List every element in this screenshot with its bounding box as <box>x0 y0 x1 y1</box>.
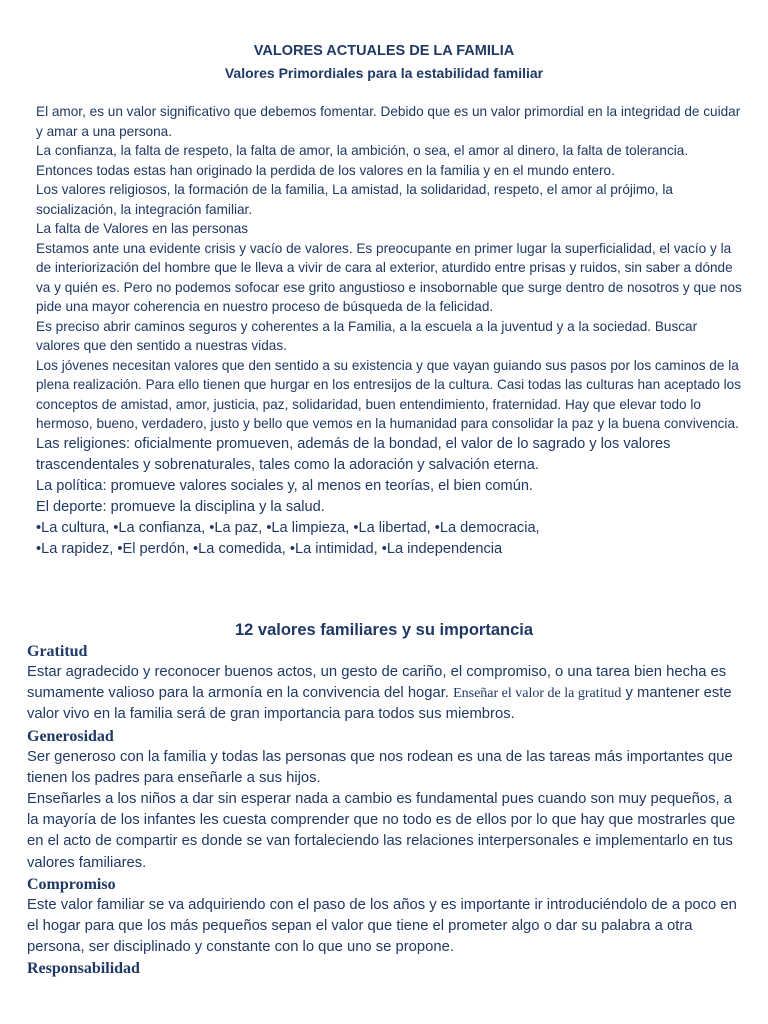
intro-paragraph: Estamos ante una evidente crisis y vacío de valores. Es preocupante en primer lugar la superficialidad, el vacío y la de interiorización del hombre que le lleva a vivir de cara al exterior, aturdido entre prisas y ruidos, sin saber a dónde va y quién es. Pero no podemos sofocar ese grito angustioso e insobornable que surge dentro de nosotros y que nos pide una mayor coherencia en nuestro proceso de búsqueda de la felicidad. <box>36 240 742 314</box>
intro-paragraph: Los valores religiosos, la formación de la familia, La amistad, la solidaridad, respeto, el amor al prójimo, la socialización, la integración familiar. <box>36 182 673 217</box>
intro-paragraph-deporte: El deporte: promueve la disciplina y la salud. <box>36 498 325 515</box>
intro-paragraph: El amor, es un valor significativo que debemos fomentar. Debido que es un valor primordial en la integridad de cuidar y amar a una persona. <box>36 104 741 139</box>
value-heading-generosidad: Generosidad <box>27 727 114 745</box>
intro-paragraph: Entonces todas estas han originado la perdida de los valores en la familia y en el mundo entero. <box>36 162 615 178</box>
value-heading-gratitud: Gratitud <box>27 643 88 660</box>
section-title: 12 valores familiares y su importancia <box>234 621 534 639</box>
value-text-generosidad: Ser generoso con la familia y todas las personas que nos rodean es una de las tareas más importantes que tienen los padres para enseñarle a sus hijos. <box>27 748 733 786</box>
values-bullet-list: •La cultura, •La confianza, •La paz, •La limpieza, •La libertad, •La democracia, <box>36 519 540 536</box>
values-bullet-list: •La rapidez, •El perdón, •La comedida, •La intimidad, •La independencia <box>36 540 503 557</box>
intro-paragraph: La falta de Valores en las personas <box>36 221 249 236</box>
intro-paragraph: La confianza, la falta de respeto, la falta de amor, la ambición, o sea, el amor al dinero, la falta de tolerancia. <box>36 143 689 158</box>
document-title: VALORES ACTUALES DE LA FAMILIA <box>253 43 515 59</box>
intro-paragraph: Los jóvenes necesitan valores que den sentido a su existencia y que vayan guiando sus pasos por los caminos de la plena realización. Para ello tienen que hurgar en los entresijos de la cultura. Casi todas las culturas han aceptado los conceptos de amistad, amor, justicia, paz, solidaridad, buen entendimiento, fraternidad. Hay que elevar todo lo hermoso, bueno, verdadero, justo y bello que vemos en la humanidad para consolidar la paz y la buena convivencia. <box>36 357 742 431</box>
value-text-segment: Estar agradecido y reconocer buenos actos, un gesto de cariño, el compromiso, o una tarea bien hecha es sumamente valioso para la armonía en la convivencia del hogar. <box>27 664 727 702</box>
intro-paragraph: Es preciso abrir caminos seguros y coherentes a la Familia, a la escuela a la juventud y a la sociedad. Buscar valores que den sentido a nuestras vidas. <box>36 318 698 353</box>
value-text-gratitud <box>27 662 747 726</box>
value-text-segment-serif: Enseñar el valor de la gratitud <box>453 686 622 702</box>
intro-body <box>36 102 744 560</box>
value-text-generosidad: Enseñarles a los niños a dar sin esperar nada a cambio es fundamental pues cuando son muy pequeños, a la mayoría de los infantes les cuesta comprender que no todo es de ellos por lo que hay que mostrarles que en el acto de compartir es donde se van fortaleciendo las relaciones interpersonales e implementarlo en tus valores familiares. <box>27 791 736 871</box>
intro-paragraph-politica: La política: promueve valores sociales y, al menos en teorías, el bien común. <box>36 477 533 494</box>
value-text-segment: y mantener este valor vivo en la familia será de gran importancia para todos sus miembros. <box>27 685 732 723</box>
value-text-compromiso: Este valor familiar se va adquiriendo con el paso de los años y es importante ir introduciéndolo de a poco en el hogar para que los más pequeños sepan el valor que tiene el prometer algo o dar su palabra a otra persona, ser disciplinado y constante con lo que uno se propone. <box>27 896 737 956</box>
intro-paragraph-religiones: Las religiones: oficialmente promueven, además de la bondad, el valor de lo sagrado y los valores trascendentales y sobrenaturales, tales como la adoración y salvación eterna. <box>36 435 671 473</box>
values-list <box>27 641 747 979</box>
value-heading-responsabilidad: Responsabilidad <box>27 960 140 978</box>
value-heading-compromiso: Compromiso <box>27 875 116 893</box>
document-subtitle: Valores Primordiales para la estabilidad familiar <box>224 65 544 81</box>
